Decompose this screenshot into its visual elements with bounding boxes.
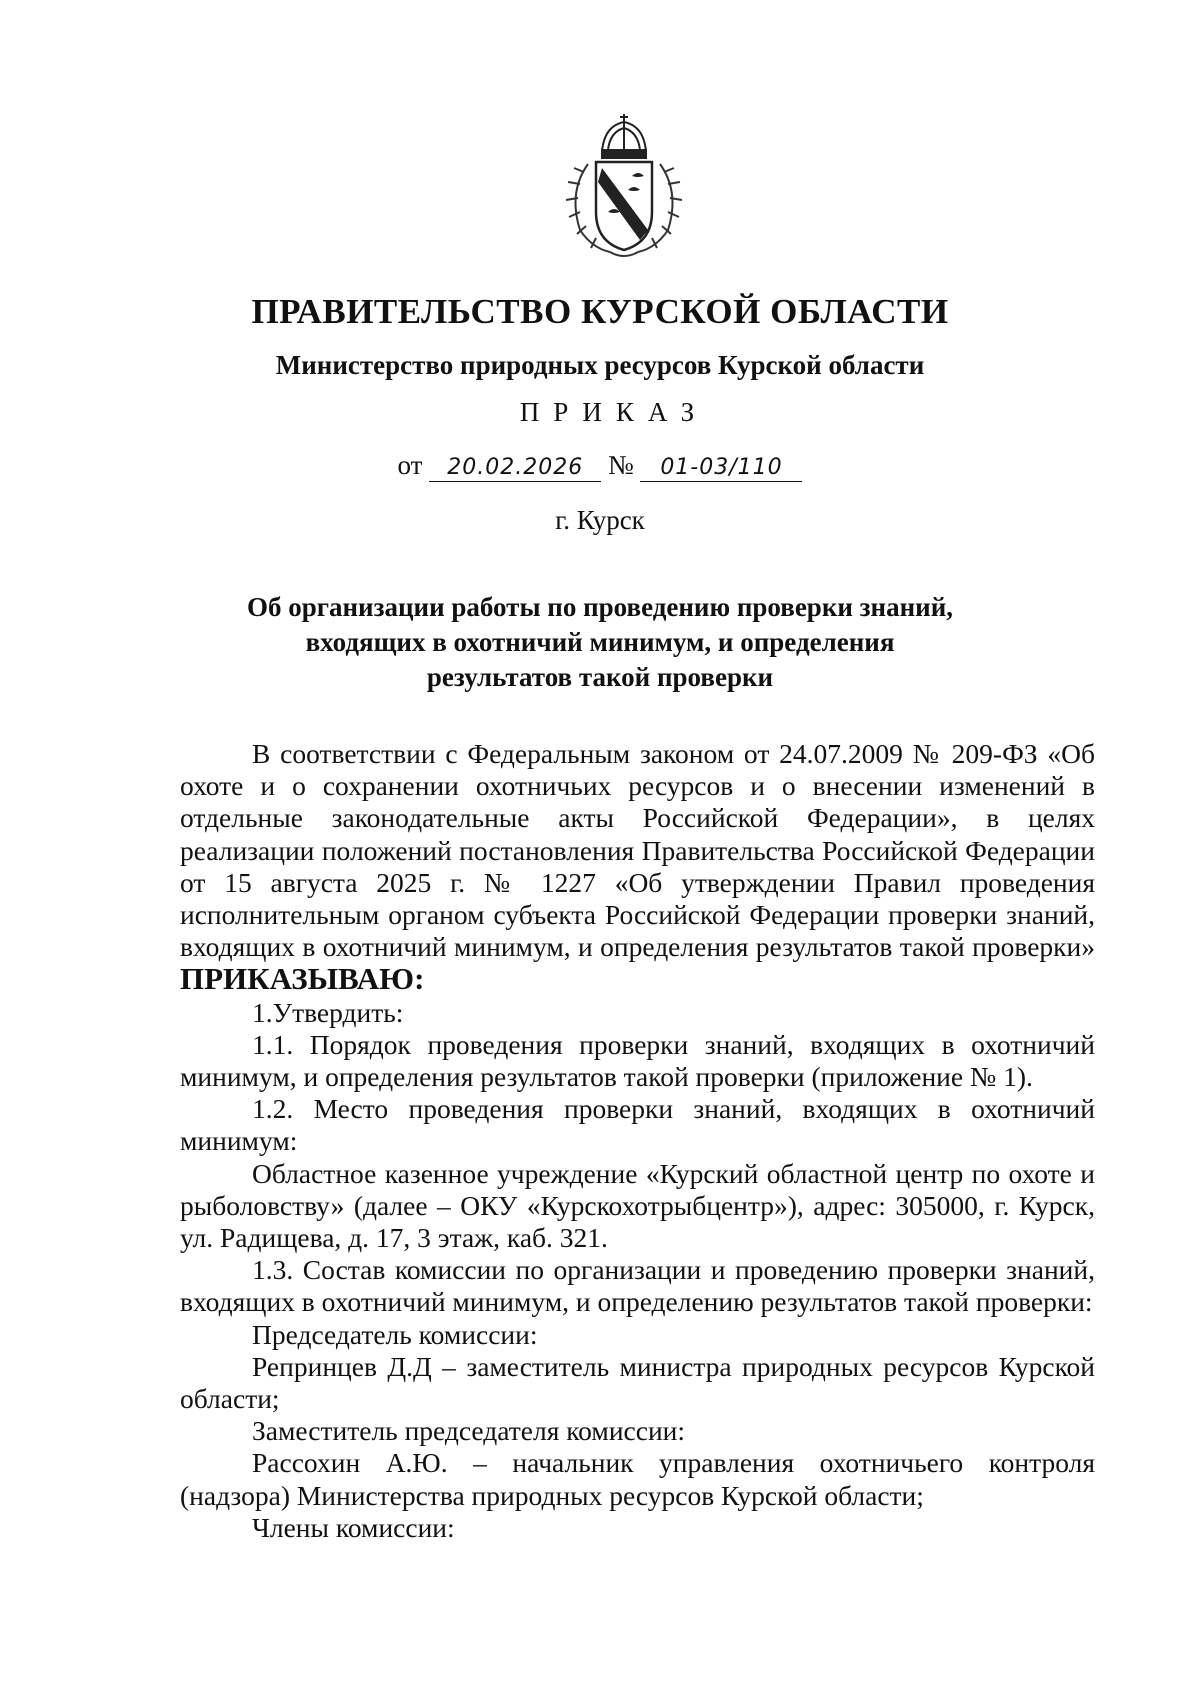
chair-entry: Репринцев Д.Д – заместитель министра природных ресурсов Курской области; [180,1350,1095,1415]
subject-line: Об организации работы по проведению проверки знаний, [246,592,954,622]
members-label: Члены комиссии: [252,1511,455,1543]
document-type: ПРИКАЗ [519,397,709,427]
deputy-entry: Рассохин А.Ю. – начальник управления охотничьего контроля (надзора) Министерства природных ресурсов Курской области; [180,1447,1095,1511]
order-colon: : [414,961,425,997]
paragraph-1-3: 1.3. Состав комиссии по организации и проведению проверки знаний, входящих в охотничий минимум, и определению результатов такой проверки: [180,1254,1095,1318]
preamble-paragraph [180,738,1095,997]
deputy-label: Заместитель председателя комиссии: [252,1415,686,1447]
handwritten-number: 01-03/110 [640,455,802,482]
document-subject [0,590,1200,695]
paragraph-1-1: 1.1. Порядок проведения проверки знаний, входящих в охотничий минимум, и определения результатов такой проверки (приложение № 1). [180,1028,1095,1093]
document-body [180,738,1095,1544]
ministry-title: Министерство природных ресурсов Курской области [275,350,925,380]
city: г. Курск [555,505,645,535]
number-prefix: № [607,450,634,480]
paragraph-1-2: 1.2. Место проведения проверки знаний, входящих в охотничий минимум: [180,1093,1095,1157]
chair-label: Председатель комиссии: [252,1318,538,1350]
date-prefix: от [397,450,423,480]
paragraph-1: 1.Утвердить: [252,996,404,1028]
preamble-text: В соответствии с Федеральным законом от 24.07.2009 № 209-ФЗ «Об охоте и о сохранении охотничьих ресурсов и о внесении изменений в отдельные законодательные акты Российской Федерации», в целях реализации положений постановления Правительства Российской Федерации от 15 августа 2025 г. № 1227 «Об утверждении Правил проведения исполнительным органом субъекта Российской Федерации проверки знаний, входящих в охотничий минимум, и определения результатов такой проверки» [180,738,1095,963]
paragraph-place: Областное казенное учреждение «Курский областной центр по охоте и рыболовству» (далее – ОКУ «Курскохотрыбцентр»), адрес: 305000, г. Курск, ул. Радищева, д. 17, 3 этаж, каб. 321. [180,1157,1095,1254]
order-word: ПРИКАЗЫВАЮ [180,961,415,997]
government-title: ПРАВИТЕЛЬСТВО КУРСКОЙ ОБЛАСТИ [251,292,949,331]
date-number-line [0,450,1200,482]
subject-line: результатов такой проверки [426,662,774,692]
kursk-coat-of-arms-icon [558,112,690,262]
subject-line: входящих в охотничий минимум, и определения [305,627,895,657]
handwritten-date: 20.02.2026 [429,455,601,482]
